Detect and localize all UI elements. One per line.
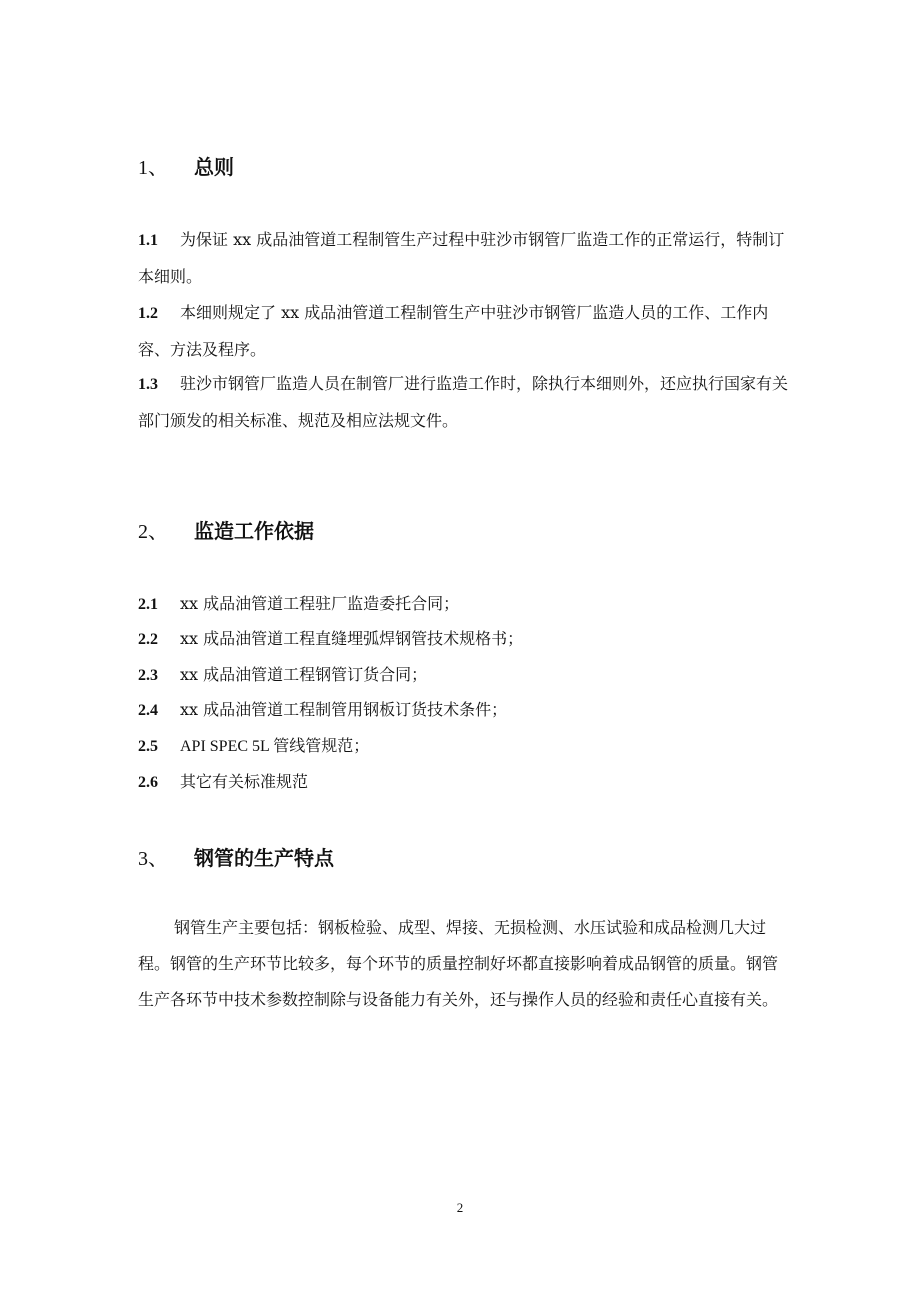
item-number: 2.2 (138, 631, 158, 648)
item-number: 2.6 (138, 774, 158, 791)
list-item (138, 692, 788, 729)
item-text: API SPEC 5L 管线管规范； (180, 738, 370, 755)
section-title: 总则 (194, 155, 234, 179)
item-number: 1.1 (138, 232, 158, 249)
list-item (138, 366, 788, 438)
section-title: 监造工作依据 (194, 519, 314, 543)
item-text: 为保证 xx 成品油管道工程制管生产过程中驻沙市钢管厂监造工作的正常运行，特制订本细则。 (138, 230, 785, 286)
item-text: xx 成品油管道工程制管用钢板订货技术条件； (180, 700, 508, 719)
section-number: 3、 (138, 848, 168, 870)
item-number: 2.4 (138, 702, 158, 719)
item-number: 2.1 (138, 596, 158, 613)
list-item (138, 764, 788, 801)
list-item (138, 222, 788, 294)
item-text: xx 成品油管道工程钢管订货合同； (180, 665, 428, 684)
list-item (138, 657, 788, 694)
item-number: 2.5 (138, 738, 158, 755)
item-text: xx 成品油管道工程驻厂监造委托合同； (180, 594, 460, 613)
section-3-heading (138, 846, 334, 871)
list-item (138, 586, 788, 623)
list-item (138, 728, 788, 765)
list-item (138, 295, 788, 367)
item-text: 其它有关标准规范 (180, 772, 309, 791)
item-text: 本细则规定了 xx 成品油管道工程制管生产中驻沙市钢管厂监造人员的工作、工作内容、方法及程序。 (138, 303, 769, 359)
section-2-heading (138, 519, 314, 544)
item-text: xx 成品油管道工程直缝埋弧焊钢管技术规格书； (180, 629, 524, 648)
section-number: 2、 (138, 521, 168, 543)
item-number: 2.3 (138, 667, 158, 684)
list-item (138, 621, 788, 658)
page-number: 2 (456, 1200, 464, 1215)
section-1-heading (138, 155, 234, 180)
item-text: 驻沙市钢管厂监造人员在制管厂进行监造工作时，除执行本细则外，还应执行国家有关部门颁发的相关标准、规范及相应法规文件。 (138, 374, 789, 430)
section-title: 钢管的生产特点 (194, 846, 334, 870)
section-paragraph: 钢管生产主要包括：钢板检验、成型、焊接、无损检测、水压试验和成品检测几大过程。钢管的生产环节比较多，每个环节的质量控制好坏都直接影响着成品钢管的质量。钢管生产各环节中技术参数控制除与设备能力有关外，还与操作人员的经验和责任心直接有关。 (138, 918, 779, 1009)
item-number: 1.3 (138, 376, 158, 393)
section-number: 1、 (138, 157, 168, 179)
item-number: 1.2 (138, 305, 158, 322)
